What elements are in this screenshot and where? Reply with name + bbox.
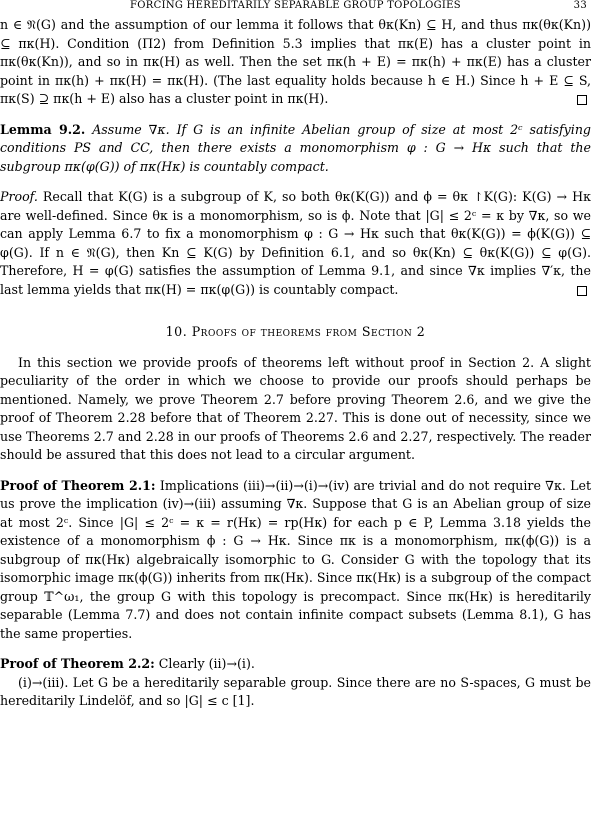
proof-2-1-label: Proof of Theorem 2.1: [0, 477, 156, 493]
section-intro: In this section we provide proofs of theorems left without proof in Section 2. A slight peculiarity of the order in which we choose to provide our proofs should perhaps be mentioned. Namely, we prove Theorem 2.7 before proving Theorem 2.6, and we give the proof of Theorem 2.28 before that of Theorem 2.27. This is done out of necessity, since we use Theorems 2.7 and 2.28 in our proofs of Theorems 2.6 and 2.27, respectively. The reader should be assured that this does not lead to a circular argument. [0, 354, 591, 462]
running-title: FORCING HEREDITARILY SEPARABLE GROUP TOPOLOGIES [130, 0, 461, 11]
lemma-label: Lemma 9.2. [0, 121, 86, 137]
proof-theorem-2-1 [0, 477, 591, 644]
qed-symbol [577, 95, 587, 105]
proof-2-1-text: Implications (iii)→(ii)→(i)→(iv) are trivial and do not require ∇κ. Let us prove the implication (iv)→(iii) assuming ∇κ. Suppose that G is an Abelian group of size at most 2ᶜ. Since |G| ≤ 2ᶜ = κ = r(Hκ) = rp(Hκ) for each p ∈ P, Lemma 3.18 yields the existence of a monomorphism ϕ : G → Hκ. Since πκ is a monomorphism, πκ(ϕ(G)) is a subgroup of πκ(Hκ) algebraically isomorphic to G. Consider G with the topology that its isomorphic image πκ(ϕ(G)) inherits from πκ(Hκ). Since πκ(Hκ) is a subgroup of the compact group 𝕋^ω₁, the group G with this topology is precompact. Since πκ(Hκ) is hereditarily separable (Lemma 7.7) and does not contain infinite compact subsets (Lemma 8.1), G has the same properties. [0, 477, 591, 641]
lemma-9-2 [0, 121, 591, 177]
proof-2-2-second-line: (i)→(iii). Let G be a hereditarily separable group. Since there are no S-spaces, G must be hereditarily Lindelöf, and so |G| ≤ c [1]. [0, 674, 591, 708]
proof-2-2-first-line: Clearly (ii)→(i). [158, 656, 255, 671]
proof-2-2-label: Proof of Theorem 2.2: [0, 656, 155, 671]
lemma-proof [0, 188, 591, 299]
continued-paragraph [0, 16, 591, 109]
page-number: 33 [573, 0, 587, 11]
running-header [0, 0, 591, 14]
proof-text: Recall that K(G) is a subgroup of K, so both θκ(K(G)) and ϕ = θκ ↾K(G): K(G) → Hκ are well-defined. Since θκ is a monomorphism, so is ϕ. Note that |G| ≤ 2ᶜ = κ by ∇κ, so we can apply Lemma 6.7 to fix a monomorphism φ : G → Hκ such that θκ(K(G)) = ϕ(K(G)) ⊆ φ(G). If n ∈ 𝔑(G), then Kn ⊆ K(G) by Definition 6.1, and so θκ(Kn) ⊆ θκ(K(G)) ⊆ φ(G). Therefore, H = φ(G) satisfies the assumption of Lemma 9.1, and since ∇κ implies ∇′κ, the last lemma yields that πκ(H) = πκ(φ(G)) is countably compact. [0, 189, 591, 297]
qed-symbol [577, 286, 587, 296]
proof-theorem-2-2 [0, 655, 591, 674]
page-body [0, 16, 591, 711]
proof-label: Proof. [0, 189, 38, 204]
lemma-statement: Assume ∇κ. If G is an infinite Abelian group of size at most 2ᶜ satisfying conditions PS and CC, then there exists a monomorphism φ : G → Hκ such that the subgroup πκ(φ(G)) of πκ(Hκ) is countably compact. [0, 121, 591, 174]
section-heading: 10. Proofs of theorems from Section 2 [165, 324, 426, 339]
continued-paragraph-text: n ∈ 𝔑(G) and the assumption of our lemma it follows that θκ(Kn) ⊆ H, and thus πκ(θκ(Kn)) ⊆ πκ(H). Condition (Π2) from Definition 5.3 implies that πκ(E) has a cluster point in πκ(θκ(Kn)), and so in πκ(H) as well. Then the set πκ(h + E) = πκ(h) + πκ(E) has a cluster point in πκ(h) + πκ(H) = πκ(H). (The last equality holds because h ∈ H.) Since h + E ⊆ S, πκ(S) ⊇ πκ(h + E) also has a cluster point in πκ(H). [0, 17, 591, 106]
